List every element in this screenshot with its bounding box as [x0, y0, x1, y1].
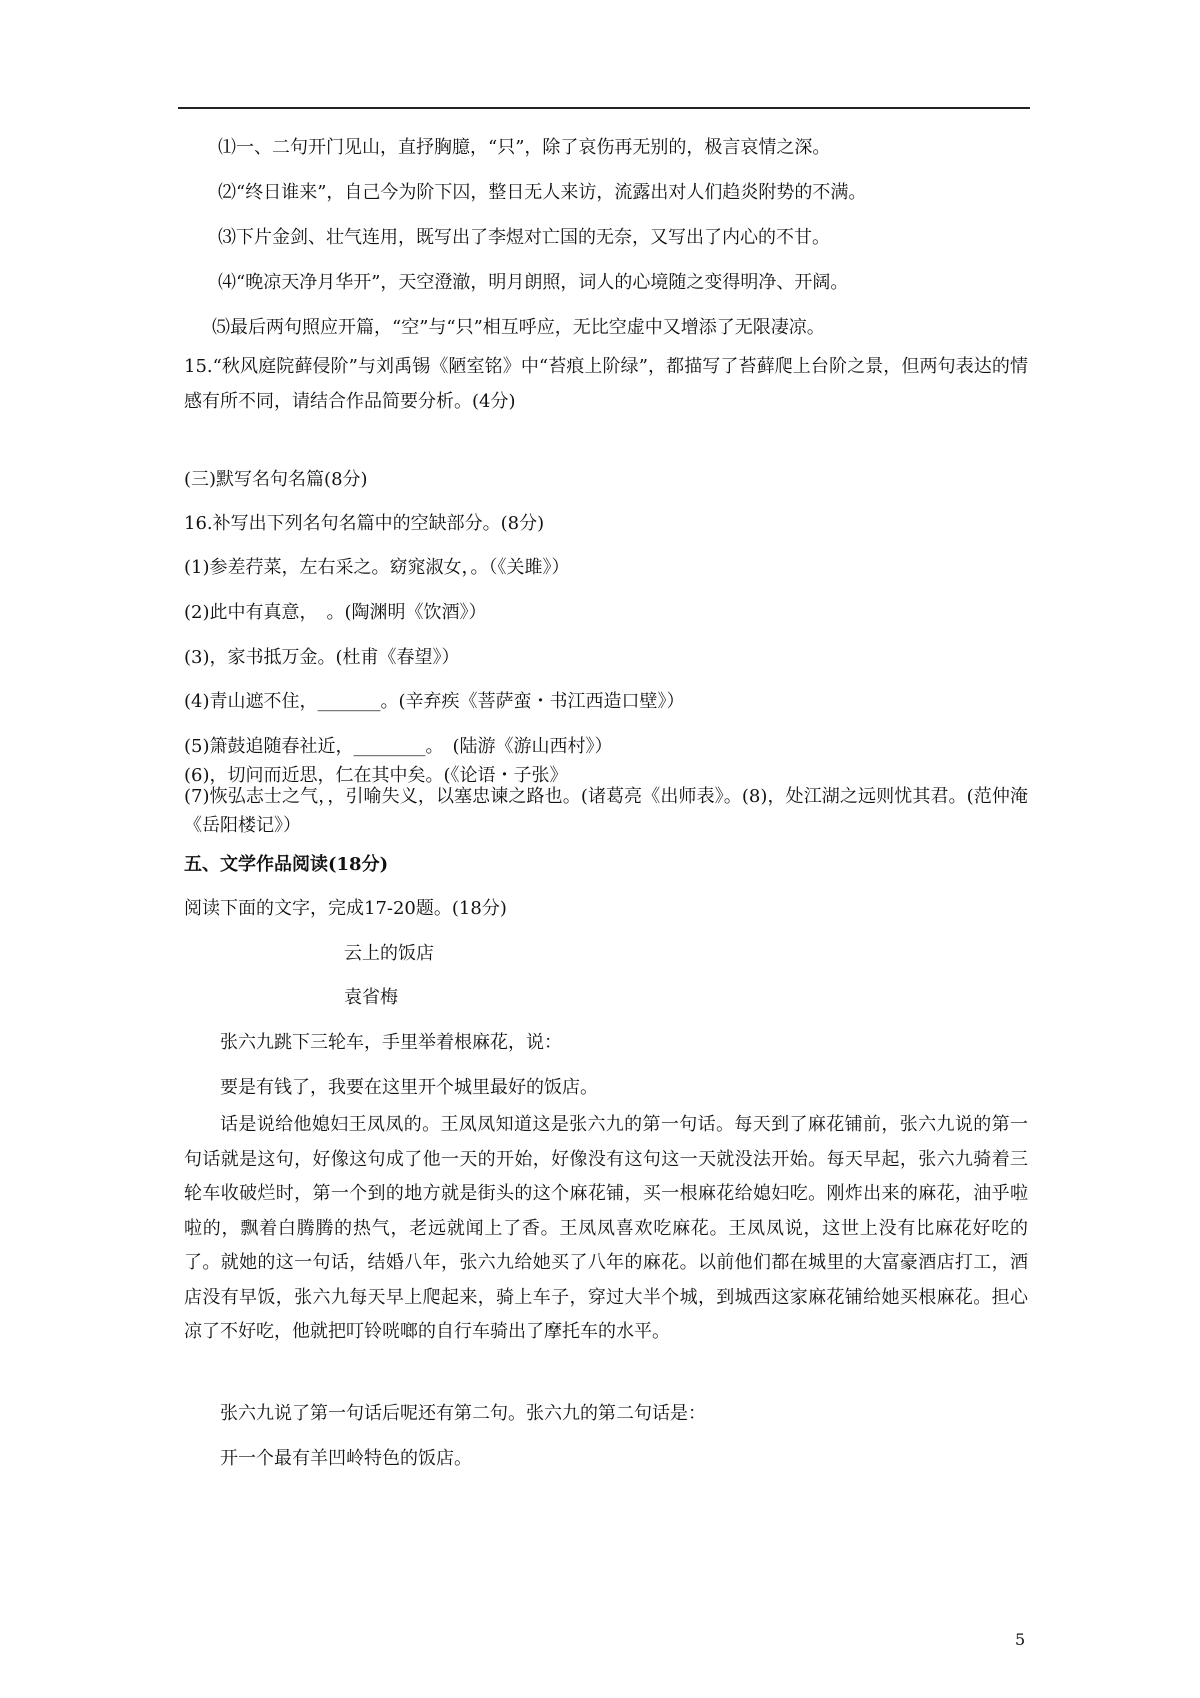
question-16-item-2: (2)此中有真意， 。(陶渊明《饮酒》） — [184, 602, 487, 623]
reading-instruction: 阅读下面的文字，完成17-20题。(18分) — [184, 898, 507, 919]
story-paragraph-5: 开一个最有羊凹岭特色的饭店。 — [220, 1448, 472, 1469]
question-16-item-1: (1)参差荇菜，左右采之。窈窕淑女，。（《关雎》） — [184, 557, 570, 578]
analysis-option-5: ⑸最后两句照应开篇，“空”与“只”相互呼应，无比空虚中又增添了无限凄凉。 — [212, 317, 825, 338]
question-16-item-5: (5)箫鼓追随春社近，________。 (陆游《游山西村》） — [184, 736, 613, 757]
section-5-title: 五、文学作品阅读(18分) — [184, 854, 389, 875]
analysis-option-1: ⑴一、二句开门见山，直抒胸臆，“只”，除了哀伤再无别的，极言哀情之深。 — [218, 137, 831, 158]
question-16-item-7: (7)恢弘志士之气，，引喻失义，以塞忠谏之路也。(诸葛亮《出师表》。(8)，处江湖之远则忧其君。(范仲淹《岳阳楼记》） — [184, 786, 1028, 836]
question-16-item-4: (4)青山遮不住，_______。(辛弃疾《菩萨蛮・书江西造口壁》） — [184, 691, 685, 712]
story-paragraph-3: 话是说给他媳妇王凤凤的。王凤凤知道这是张六九的第一句话。每天到了麻花铺前，张六九说的第一句话就是这句，好像这句成了他一天的开始，好像没有这句这一天就没法开始。每天早起，张六九骑着三轮车收破烂时，第一个到的地方就是街头的这个麻花铺，买一根麻花给媳妇吃。刚炸出来的麻花，油乎啦啦的，飘着白腾腾的热气，老远就闻上了香。王凤凤喜欢吃麻花。王凤凤说，这世上没有比麻花好吃的了。就她的这一句话，结婚八年，张六九给她买了八年的麻花。以前他们都在城里的大富豪酒店打工，酒店没有早饭，张六九每天早上爬起来，骑上车子，穿过大半个城，到城西这家麻花铺给她买根麻花。担心凉了不好吃，他就把叮铃咣啷的自行车骑出了摩托车的水平。 — [184, 1114, 1028, 1342]
story-paragraph-1: 张六九跳下三轮车，手里举着根麻花，说： — [220, 1032, 562, 1053]
question-16-stem: 16.补写出下列名句名篇中的空缺部分。(8分) — [184, 513, 545, 534]
analysis-option-3: ⑶下片金剑、壮气连用，既写出了李煜对亡国的无奈，又写出了内心的不甘。 — [218, 227, 830, 248]
question-16-item-3: (3)，家书抵万金。(杜甫《春望》） — [184, 647, 460, 668]
story-paragraph-4: 张六九说了第一句话后呢还有第二句。张六九的第二句话是： — [220, 1403, 706, 1424]
page-number: 5 — [1015, 1630, 1026, 1649]
analysis-option-2: ⑵“终日谁来”，自己今为阶下囚，整日无人来访，流露出对人们趋炎附势的不满。 — [218, 182, 867, 203]
header-rule — [178, 107, 1030, 109]
story-paragraph-2: 要是有钱了，我要在这里开个城里最好的饭店。 — [220, 1077, 598, 1098]
section-3-title: (三)默写名句名篇(8分) — [184, 469, 368, 490]
question-16-item-6: (6)，切问而近思，仁在其中矣。(《论语・子张》 — [184, 765, 568, 786]
analysis-option-4: ⑷“晚凉天净月华开”，天空澄澈，明月朗照，词人的心境随之变得明净、开阔。 — [218, 272, 849, 293]
story-author: 袁省梅 — [344, 987, 398, 1008]
question-15: 15.“秋风庭院藓侵阶”与刘禹锡《陋室铭》中“苔痕上阶绿”，都描写了苔藓爬上台阶之景，但两句表达的情感有所不同，请结合作品简要分析。(4分) — [184, 356, 1028, 412]
story-title: 云上的饭店 — [344, 943, 434, 964]
